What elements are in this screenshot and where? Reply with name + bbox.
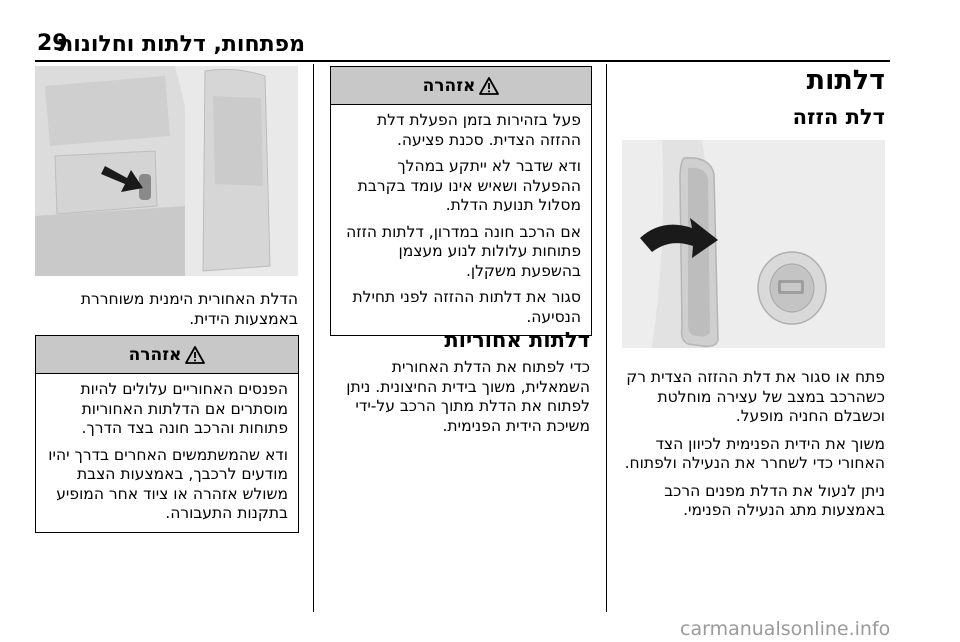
warning-paragraph: אם הרכב חונה במדרון, דלתות הזזה פתוחות עלולות לנוע מעצמן בהשפעת משקלן. [346,222,581,280]
sliding-door-handle-figure [622,140,885,348]
right-column-text [620,368,885,521]
paragraph: פתח או סגור את דלת ההזזה הצדית רק כשהרכב במצב של עצירה מוחלטת וכשבלם החניה מופעל. [626,368,885,425]
section-subheading: דלת הזזה [792,105,885,129]
section-heading: דלתות [806,65,885,96]
figure-caption [35,290,298,329]
page-number: 29 [37,31,68,56]
warning-title: אזהרה [422,75,476,96]
column-divider-right [606,64,607,612]
column-divider-left [313,64,314,612]
header-title: מפתחות, דלתות וחלונות [58,32,305,57]
paragraph: ניתן לנעול את הדלת מפנים הרכב באמצעות מתג הנעילה הפנימי. [664,481,885,519]
warning-box-header [36,336,298,374]
paragraph: משוך את הידית הפנימית לכיוון הצד האחורי כדי לשחרר את הנעילה ולפתוח. [624,434,885,472]
warning-triangle-icon [479,77,499,95]
section-subheading: דלתות אחוריות [444,328,590,352]
warning-paragraph: ודא שהמשתמשים האחרים בדרך יהיו מודעים לרכבך, באמצעות הצבת משולש אזהרה או ציוד אחר המופיע בתקנות התעבורה. [48,445,288,522]
warning-paragraph: ודא שדבר לא ייתקע במהלך ההפעלה ושאיש אינו עומד בקרבת מסלול תנועת הדלת. [357,157,581,214]
watermark: carmanualsonline.info [680,618,891,640]
paragraph: כדי לפתוח את הדלת האחורית השמאלית, משוך בידית החיצונית. ניתן לפתוח את הדלת מתוך הרכב על-ידי משיכת הידית הפנימית. [346,358,590,435]
rear-door-handle-figure [35,66,298,276]
header-rule [35,60,890,62]
warning-title: אזהרה [128,344,182,365]
sliding-door-handle-illustration [622,140,885,348]
warning-box-sliding-door [330,66,592,336]
right-column [620,66,885,129]
warning-box-rear-lights [35,335,299,533]
warning-box-header [331,67,591,105]
warning-triangle-icon [185,346,205,364]
rear-doors-section [330,328,590,436]
warning-paragraph: הפנסים האחוריים עלולים להיות מוסתרים אם הדלתות האחוריות פתוחות והרכב חונה בצד הדרך. [80,380,288,437]
rear-door-interior-illustration [35,66,298,276]
warning-paragraph: פעל בזהירות בזמן הפעלת דלת ההזזה הצדית. סכנת פציעה. [376,111,581,149]
caption-text: הדלת האחורית הימנית משוחררת באמצעות הידית. [80,290,298,328]
warning-paragraph: סגור את דלתות ההזזה לפני תחילת הנסיעה. [352,288,581,326]
